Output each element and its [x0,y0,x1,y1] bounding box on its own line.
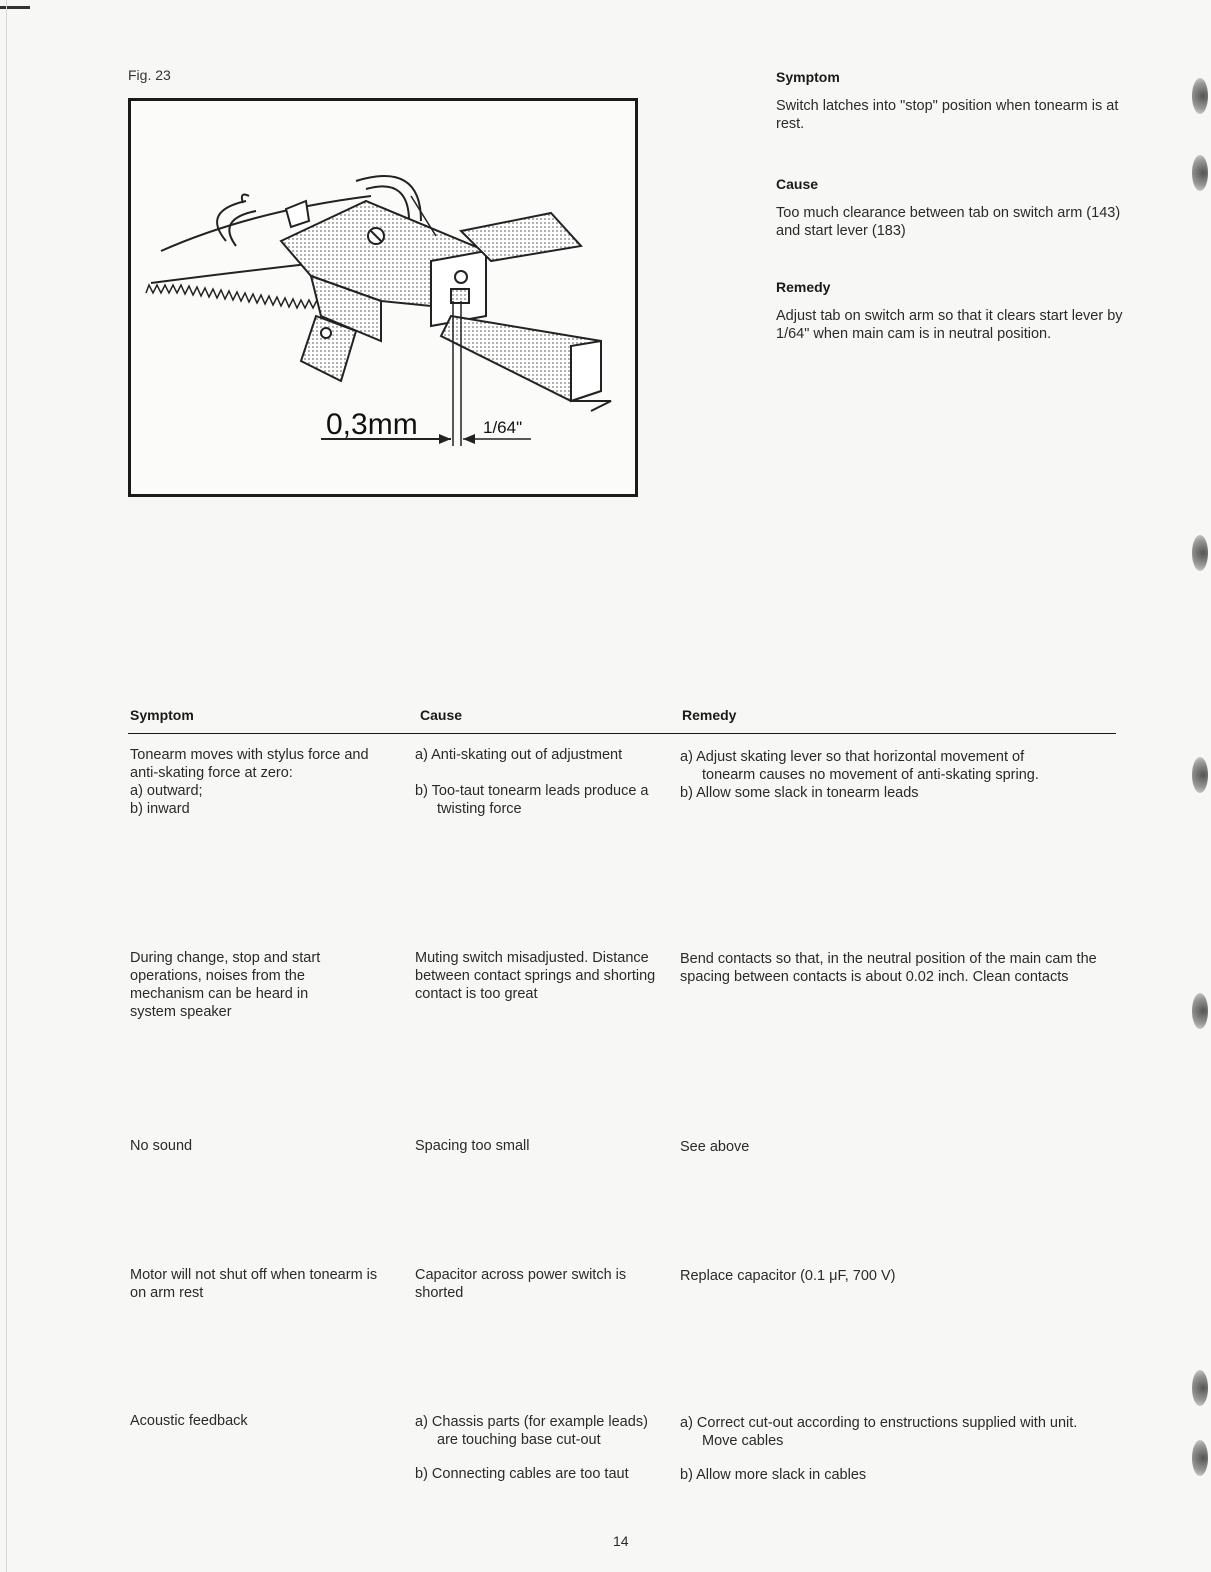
table-row-2-remedy: Bend contacts so that, in the neutral position of the main cam the spacing between contacts is about 0.02 inch. Clean contacts [680,951,1097,985]
cause-text: Too much clearance between tab on switch arm (143) and start lever (183) [776,205,1121,239]
table-row-4-remedy: Replace capacitor (0.1 μF, 700 V) [680,1268,896,1284]
cause-heading: Cause [776,176,819,192]
table-row-1-remedy: a) Adjust skating lever so that horizontal movement of tonearm causes no movement of anti-skating spring. b) Allow some slack in tonearm leads [680,749,1039,801]
table-row-3-symptom: No sound [130,1138,193,1154]
table-row-4-cause: Capacitor across power switch is shorted [415,1267,627,1301]
table-row-2-cause: Muting switch misadjusted. Distance between contact springs and shorting contact is too great [415,950,656,1002]
table-row-5-remedy: a) Correct cut-out according to enstructions supplied with unit. Move cables b) Allow more slack in cables [680,1415,1078,1483]
mechanism-drawing [131,101,635,494]
symptom-text: Switch latches into "stop" position when tonearm is at rest. [776,98,1119,132]
binder-hole [1192,155,1208,191]
page-edge [6,0,7,1572]
corner-mark [0,6,30,9]
table-row-1-symptom: Tonearm moves with stylus force and anti-skating force at zero: a) outward; b) inward [130,747,369,817]
remedy-heading: Remedy [776,279,831,295]
remedy-text: Adjust tab on switch arm so that it clears start lever by 1/64" when main cam is in neutral position. [776,308,1123,342]
table-header-symptom: Symptom [130,707,194,723]
table-row-1-cause: a) Anti-skating out of adjustment b) Too-taut tonearm leads produce a twisting force [415,747,649,817]
page-number: 14 [613,1533,629,1549]
dim-imperial: 1/64" [483,418,523,437]
table-row-3-cause: Spacing too small [415,1138,530,1154]
figure-label: Fig. 23 [128,67,171,83]
binder-hole [1192,1440,1208,1476]
table-row-4-symptom: Motor will not shut off when tonearm is on arm rest [130,1267,378,1301]
table-row-2-symptom: During change, stop and start operations, noises from the mechanism can be heard in system speaker [130,950,321,1020]
binder-hole [1192,993,1208,1029]
dim-metric: 0,3mm [326,408,418,441]
table-header-remedy: Remedy [682,707,737,723]
binder-hole [1192,1370,1208,1406]
table-row-5-symptom: Acoustic feedback [130,1413,248,1429]
table-row-3-remedy: See above [680,1139,750,1155]
figure-23 [128,98,638,497]
table-row-5-cause: a) Chassis parts (for example leads) are touching base cut-out b) Connecting cables are too taut [415,1414,648,1482]
binder-hole [1192,78,1208,114]
binder-hole [1192,535,1208,571]
table-header-cause: Cause [420,707,463,723]
binder-hole [1192,757,1208,793]
table-rule [128,733,1116,734]
symptom-heading: Symptom [776,69,840,85]
